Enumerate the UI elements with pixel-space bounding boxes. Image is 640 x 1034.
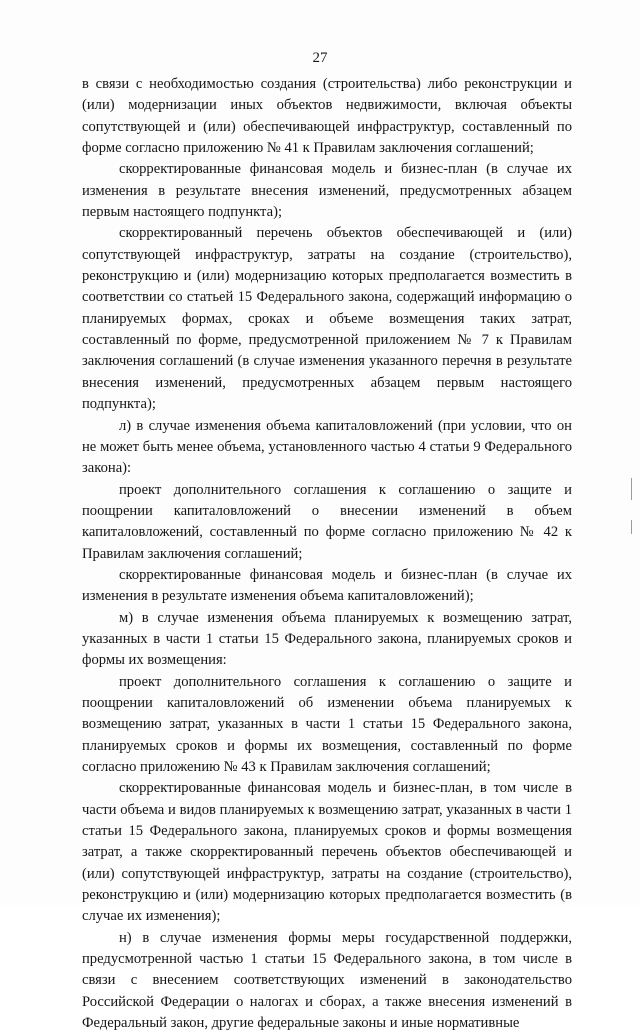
paragraph-item-n: н) в случае изменения формы меры государственной поддержки, предусмотренной частью 1 статьи 15 Федерального закона, в том числе в связи с внесением соответствующих изменений в законодательство Российской Федерации о налогах и сборах, а также внесения изменений в Федеральный закон, другие федеральные законы и иные нормативные xyxy=(82,929,572,1032)
paragraph-additional-agreement-43: проект дополнительного соглашения к соглашению о защите и поощрении капиталовложений об изменении объема планируемых к возмещению затрат, указанных в части 1 статьи 15 Федерального закона, планируемых сроков и формы их возмещения, составленный по форме согласно приложению № 43 к Правилам заключения соглашений; xyxy=(82,673,572,775)
paragraph-additional-agreement-42: проект дополнительного соглашения к соглашению о защите и поощрении капиталовложений о внесении изменений в объем капиталовложений, составленный по форме согласно приложению № 42 к Правилам заключения соглашений; xyxy=(82,481,572,562)
paragraph-financial-model-costs: скорректированные финансовая модель и бизнес-план, в том числе в части объема и видов планируемых к возмещению затрат, указанных в части 1 статьи 15 Федерального закона, планируемых сроков и формы возмещения затрат, а также скорректированный перечень объектов обеспечивающей и (или) сопутствующей инфраструктур, затраты на создание (строительство), реконструкцию и (или) модернизацию которых предполагается возместить (в случае их изменения); xyxy=(82,780,572,925)
document-body xyxy=(82,74,572,1034)
scan-edge-mark xyxy=(631,478,632,500)
paragraph-item-m: м) в случае изменения объема планируемых к возмещению затрат, указанных в части 1 статьи 15 Федерального закона, планируемых сроков и формы их возмещения: xyxy=(82,609,572,669)
paragraph-item-l: л) в случае изменения объема капиталовложений (при условии, что он не может быть менее объема, установленного частью 4 статьи 9 Федерального закона): xyxy=(82,417,572,477)
paragraph-infrastructure-list: скорректированный перечень объектов обеспечивающей и (или) сопутствующей инфраструктур, затраты на создание (строительство), реконструкцию и (или) модернизацию которых предполагается возместить в соответствии со статьей 15 Федерального закона, содержащий информацию о планируемых формах, сроках и объеме возмещения таких затрат, составленный по форме, предусмотренной приложением № 7 к Правилам заключения соглашений (в случае изменения указанного перечня в результате внесения изменений, предусмотренных абзацем первым настоящего подпункта); xyxy=(82,225,572,413)
paragraph-financial-model-investment: скорректированные финансовая модель и бизнес-план (в случае их изменения в результате изменения объема капиталовложений); xyxy=(82,566,572,605)
page-number: 27 xyxy=(312,50,328,66)
paragraph-financial-model: скорректированные финансовая модель и бизнес-план (в случае их изменения в результате внесения изменений, предусмотренных абзацем первым настоящего подпункта); xyxy=(82,161,572,221)
paragraph-continuation: в связи с необходимостью создания (строительства) либо реконструкции и (или) модернизации иных объектов недвижимости, включая объекты сопутствующей и (или) обеспечивающей инфраструктур, составленный по форме согласно приложению № 41 к Правилам заключения соглашений; xyxy=(82,76,572,157)
scan-edge-mark xyxy=(631,520,632,534)
